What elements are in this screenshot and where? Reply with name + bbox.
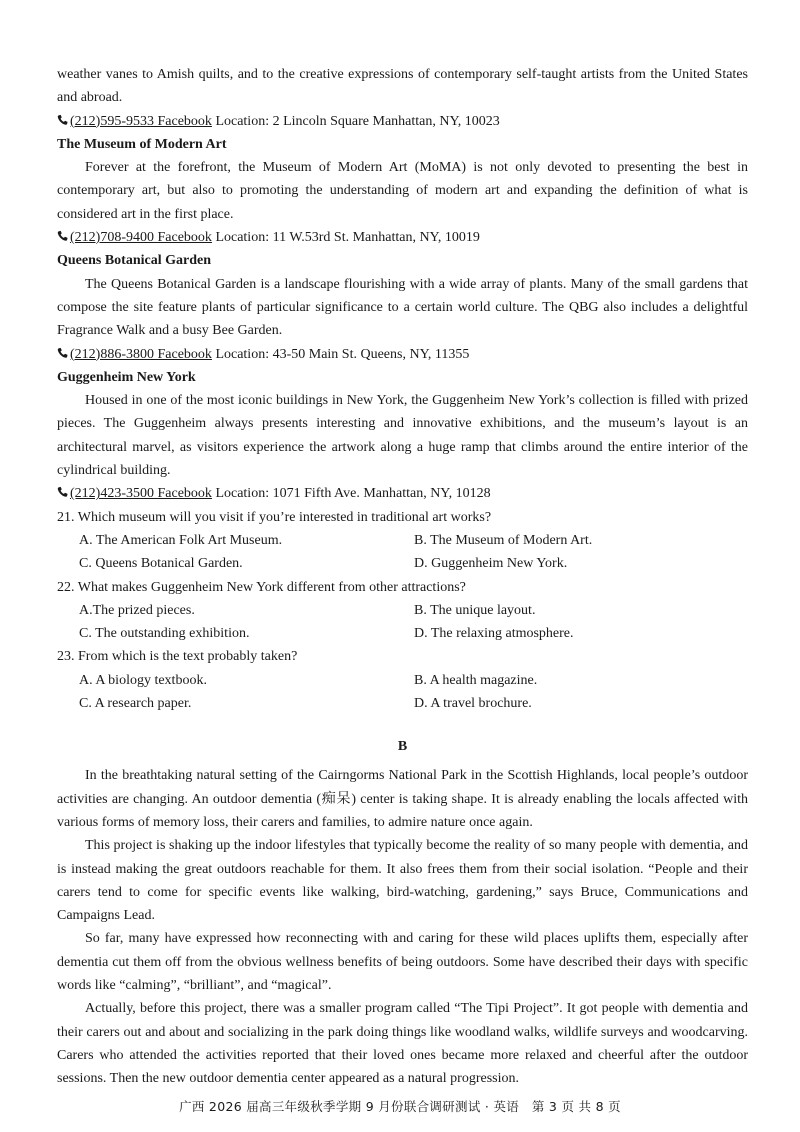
section-b-paragraph-2: This project is shaking up the indoor lifestyles that typically become the reality of so many people with dementia, and is instead making the great outdoors reachable for them. It also frees them from their social isolation. “People and their carers tend to come for specific events like walking, bird-watching, gardening,” says Bruce, Communications and Campaigns Lead. [57, 838, 748, 924]
question-21-options [57, 529, 748, 576]
section-b-paragraph-3: So far, many have expressed how reconnecting with and caring for these wild places uplifts them, especially after dementia cut them off from the obvious wellness benefits of being outdoors. Some have described their days with specific words like “calming”, “brilliant”, and “magical”. [57, 931, 748, 993]
museum-1-contact [57, 110, 748, 133]
option-23-d: D. A travel brochure. [414, 696, 532, 712]
option-21-a: A. The American Folk Art Museum. [79, 532, 283, 548]
museum-2-facebook: Facebook [157, 230, 212, 246]
section-b-title: B [397, 739, 408, 755]
museum-4-description: Housed in one of the most iconic buildings in New York, the Guggenheim New York’s collection is filled with prized pieces. The Guggenheim always presents interesting and innovative exhibitions, and the museum’s layout is an architectural marvel, as visitors experience the artwork along a huge ramp that climbs around the entire interior of the cylindrical building. [57, 393, 748, 479]
phone-icon [57, 230, 68, 242]
section-b-paragraph-1: In the breathtaking natural setting of the Cairngorms National Park in the Scottish Highlands, local people’s outdoor activities are changing. An outdoor dementia (痴呆) center is taking shape. It is already enabling the locals affected with various forms of memory loss, their carers and families, to admire nature once again. [57, 768, 748, 830]
museum-4-phone: (212)423-3500 [70, 486, 154, 502]
museum-3-title: Queens Botanical Garden [57, 253, 212, 269]
museum-2-title: The Museum of Modern Art [57, 136, 227, 152]
option-23-c: C. A research paper. [79, 696, 192, 712]
museum-4-contact [57, 482, 748, 505]
museum-3-facebook: Facebook [157, 346, 212, 362]
question-22: 22. What makes Guggenheim New York different from other attractions? [57, 579, 466, 595]
option-22-b: B. The unique layout. [414, 602, 536, 618]
phone-icon [57, 114, 68, 126]
museum-4-title: Guggenheim New York [57, 369, 196, 385]
option-22-d: D. The relaxing atmosphere. [414, 626, 574, 642]
museum-2-location: Location: 11 W.53rd St. Manhattan, NY, 10019 [215, 230, 480, 246]
museum-3-contact [57, 343, 748, 366]
museum-2-phone-link[interactable] [57, 230, 212, 245]
option-21-d: D. Guggenheim New York. [414, 556, 568, 572]
question-23: 23. From which is the text probably taken? [57, 649, 298, 665]
option-21-c: C. Queens Botanical Garden. [79, 556, 243, 572]
option-22-a: A.The prized pieces. [79, 602, 195, 618]
question-23-options [57, 669, 748, 716]
page-footer: 广西 2026 届高三年级秋季学期 9 月份联合调研测试 · 英语 第 3 页 共 8 页 [179, 1099, 621, 1114]
phone-icon [57, 486, 68, 498]
museum-3-description: The Queens Botanical Garden is a landscape flourishing with a wide array of plants. Many of the small gardens that compose the site feature plants of particular significance to a certain world culture. The QBG also includes a delightful Fragrance Walk and a busy Bee Garden. [57, 276, 748, 339]
museum-1-location: Location: 2 Lincoln Square Manhattan, NY, 10023 [215, 113, 500, 129]
option-23-a: A. A biology textbook. [79, 672, 207, 688]
museum-4-phone-link[interactable] [57, 486, 212, 501]
question-21: 21. Which museum will you visit if you’re interested in traditional art works? [57, 509, 492, 525]
option-23-b: B. A health magazine. [414, 672, 538, 688]
question-22-options [57, 599, 748, 646]
museum-1-facebook: Facebook [157, 113, 212, 129]
section-b-paragraph-4: Actually, before this project, there was a smaller program called “The Tipi Project”. It got people with dementia and their carers out and about and socializing in the park doing things like woodland walks, wildlife surveys and woodcarving. Carers who attended the activities reported that their loved ones became more relaxed and cheerful after the outdoor sessions. Then the new outdoor dementia center appeared as a natural progression. [57, 1001, 748, 1087]
option-21-b: B. The Museum of Modern Art. [414, 532, 593, 548]
museum-1-phone-link[interactable] [57, 114, 212, 129]
museum-4-location: Location: 1071 Fifth Ave. Manhattan, NY, 10128 [215, 486, 491, 502]
museum-2-description: Forever at the forefront, the Museum of Modern Art (MoMA) is not only devoted to presenting the best in contemporary art, but also to promoting the understanding of modern art and expanding the definition of what is considered art in the first place. [57, 160, 748, 222]
museum-3-phone: (212)886-3800 [70, 346, 154, 362]
museum-4-facebook: Facebook [157, 486, 212, 502]
museum-1-phone: (212)595-9533 [70, 113, 154, 129]
museum-3-location: Location: 43-50 Main St. Queens, NY, 11355 [215, 346, 470, 362]
museum-1-description: weather vanes to Amish quilts, and to the creative expressions of contemporary self-taught artists from the United States and abroad. [57, 67, 748, 106]
museum-2-phone: (212)708-9400 [70, 230, 154, 246]
phone-icon [57, 347, 68, 359]
museum-3-phone-link[interactable] [57, 347, 212, 362]
museum-2-contact [57, 226, 748, 249]
option-22-c: C. The outstanding exhibition. [79, 626, 250, 642]
